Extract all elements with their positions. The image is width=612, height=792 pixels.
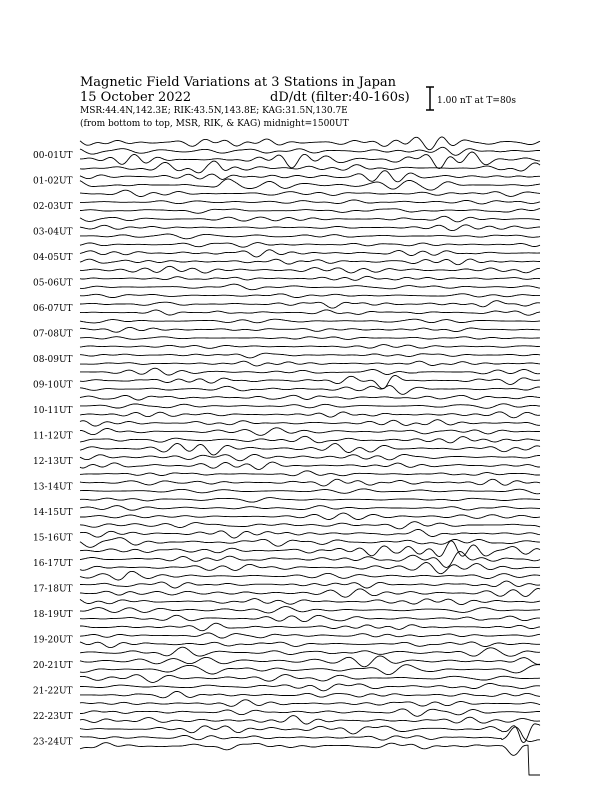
trace-15-16ut-rik: [80, 530, 540, 539]
row-label-14-15ut: 14-15UT: [33, 508, 73, 518]
trace-21-22ut-rik: [80, 684, 540, 691]
trace-05-06ut-msr: [80, 284, 540, 290]
trace-01-02ut-rik: [80, 171, 540, 182]
trace-10-11ut-rik: [80, 404, 540, 409]
scale-bar: [426, 87, 516, 110]
row-label-02-03ut: 02-03UT: [33, 202, 73, 212]
trace-14-15ut-msr: [80, 513, 540, 519]
trace-16-17ut-rik: [80, 552, 540, 568]
trace-10-11ut-kag: [80, 395, 540, 400]
trace-14-15ut-kag: [80, 498, 540, 503]
trace-10-11ut-msr: [80, 412, 540, 418]
trace-03-04ut-kag: [80, 216, 540, 222]
trace-12-13ut-rik: [80, 455, 540, 461]
trace-21-22ut-kag: [80, 675, 540, 683]
row-label-18-19ut: 18-19UT: [33, 610, 73, 620]
trace-15-16ut-kag: [80, 522, 540, 529]
trace-03-04ut-rik: [80, 225, 540, 231]
trace-17-18ut-msr: [80, 589, 540, 598]
trace-17-18ut-rik: [80, 581, 540, 588]
trace-06-07ut-msr: [80, 310, 540, 315]
trace-22-23ut-kag: [80, 700, 540, 707]
trace-01-02ut-kag: [80, 161, 540, 173]
trace-18-19ut-kag: [80, 599, 540, 605]
trace-20-21ut-rik: [80, 656, 540, 667]
row-label-19-20ut: 19-20UT: [33, 635, 73, 646]
row-label-09-10ut: 09-10UT: [33, 380, 73, 391]
trace-07-08ut-rik: [80, 327, 540, 332]
row-label-05-06ut: 05-06UT: [33, 278, 73, 289]
trace-05-06ut-rik: [80, 276, 540, 280]
trace-14-15ut-rik: [80, 506, 540, 511]
trace-02-03ut-rik: [80, 200, 540, 204]
trace-16-17ut-kag: [80, 541, 540, 557]
trace-04-05ut-msr: [80, 259, 540, 265]
trace-19-20ut-rik: [80, 633, 540, 638]
trace-23-24ut-kag: [80, 724, 540, 743]
chart-quantity: dD/dt (filter:40-160s): [270, 90, 410, 105]
trace-22-23ut-msr: [80, 716, 540, 724]
trace-06-07ut-kag: [80, 294, 540, 298]
row-label-00-01ut: 00-01UT: [33, 151, 73, 161]
trace-12-13ut-kag: [80, 444, 540, 455]
trace-00-01ut-kag: [80, 137, 540, 150]
trace-05-06ut-kag: [80, 266, 540, 273]
trace-03-04ut-msr: [80, 234, 540, 239]
trace-22-23ut-rik: [80, 709, 540, 716]
trace-07-08ut-kag: [80, 319, 540, 323]
row-label-21-22ut: 21-22UT: [33, 686, 73, 697]
trace-04-05ut-rik: [80, 250, 540, 257]
row-label-23-24ut: 23-24UT: [33, 737, 73, 748]
row-label-22-23ut: 22-23UT: [33, 712, 73, 722]
station-order-note: (from bottom to top, MSR, RIK, & KAG) midnight=1500UT: [80, 119, 349, 129]
chart-date: 15 October 2022: [80, 90, 192, 105]
chart-title: Magnetic Field Variations at 3 Stations in Japan: [80, 75, 397, 90]
row-label-20-21ut: 20-21UT: [33, 661, 73, 671]
trace-21-22ut-msr: [80, 691, 540, 697]
trace-01-02ut-msr: [80, 179, 540, 190]
station-coordinates: MSR:44.4N,142.3E; RIK:43.5N,143.8E; KAG:31.5N,130.7E: [80, 106, 348, 116]
trace-09-10ut-rik: [80, 376, 540, 389]
trace-17-18ut-kag: [80, 571, 540, 580]
trace-23-24ut-msr: [80, 743, 540, 775]
trace-11-12ut-kag: [80, 420, 540, 426]
trace-04-05ut-kag: [80, 243, 540, 248]
row-label-13-14ut: 13-14UT: [33, 482, 73, 493]
row-label-03-04ut: 03-04UT: [33, 227, 73, 238]
trace-20-21ut-kag: [80, 647, 540, 656]
trace-07-08ut-msr: [80, 337, 540, 340]
trace-09-10ut-kag: [80, 368, 540, 375]
trace-00-01ut-rik: [80, 147, 540, 155]
hour-rows: [33, 137, 540, 775]
row-label-12-13ut: 12-13UT: [33, 457, 73, 467]
trace-19-20ut-msr: [80, 642, 540, 648]
row-label-08-09ut: 08-09UT: [33, 355, 73, 365]
trace-18-19ut-rik: [80, 607, 540, 613]
row-label-11-12ut: 11-12UT: [33, 431, 73, 442]
trace-08-09ut-msr: [80, 361, 540, 366]
trace-11-12ut-msr: [80, 436, 540, 443]
trace-13-14ut-msr: [80, 489, 540, 494]
trace-18-19ut-msr: [80, 615, 540, 621]
trace-20-21ut-msr: [80, 665, 540, 675]
row-label-15-16ut: 15-16UT: [33, 533, 73, 544]
trace-12-13ut-msr: [80, 462, 540, 469]
row-label-10-11ut: 10-11UT: [33, 406, 73, 416]
row-label-07-08ut: 07-08UT: [33, 329, 73, 340]
trace-02-03ut-kag: [80, 190, 540, 196]
trace-16-17ut-msr: [80, 563, 540, 574]
trace-08-09ut-kag: [80, 345, 540, 349]
scale-bar-label: 1.00 nT at T=80s: [437, 96, 517, 106]
trace-09-10ut-msr: [80, 386, 540, 395]
trace-06-07ut-rik: [80, 301, 540, 308]
row-label-04-05ut: 04-05UT: [33, 253, 73, 263]
trace-13-14ut-kag: [80, 471, 540, 476]
trace-19-20ut-kag: [80, 623, 540, 631]
row-label-17-18ut: 17-18UT: [33, 584, 73, 595]
trace-11-12ut-rik: [80, 428, 540, 436]
row-label-06-07ut: 06-07UT: [33, 304, 73, 314]
trace-13-14ut-rik: [80, 479, 540, 486]
row-label-01-02ut: 01-02UT: [33, 176, 73, 187]
trace-08-09ut-rik: [80, 353, 540, 358]
row-label-16-17ut: 16-17UT: [33, 559, 73, 569]
trace-02-03ut-msr: [80, 209, 540, 214]
